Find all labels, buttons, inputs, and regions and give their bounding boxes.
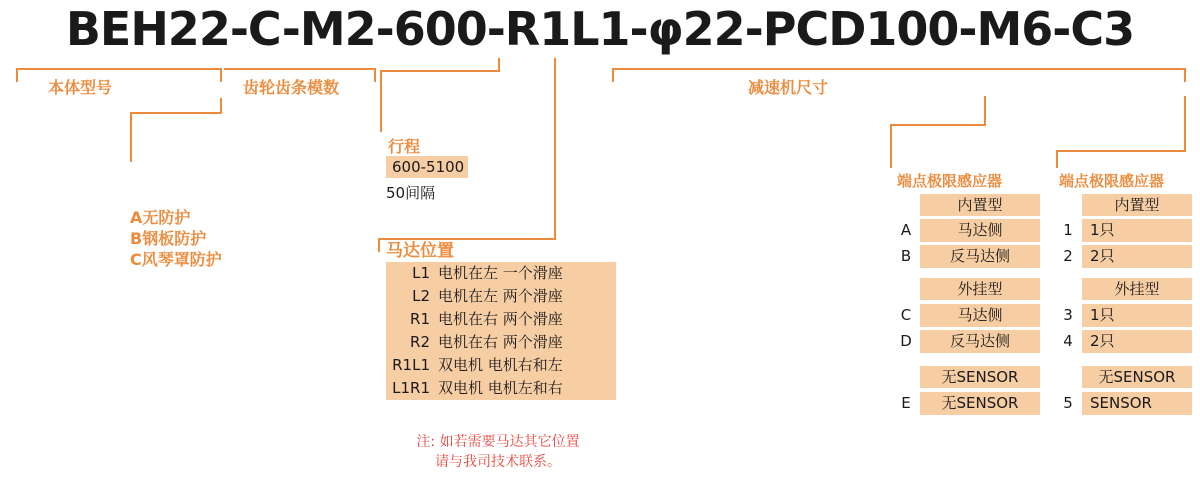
motor-row-code: R1L1 [392,356,430,374]
connector-line [890,124,986,126]
connector-line [130,112,222,114]
motor-row-desc: 双电机 电机左和右 [438,379,563,397]
body-model-option: A无防护 [130,208,191,227]
motor-note-line2: 请与我司技术联系。 [435,454,561,470]
sensor-right-section-header: 外挂型 [1082,278,1192,300]
connector-line [1056,150,1186,152]
connector-line [374,68,376,82]
sensor-right-row-code: 3 [1063,306,1073,324]
connector-line [378,238,380,252]
motor-row-desc: 电机在左 一个滑座 [438,264,563,282]
label-body-model: 本体型号 [48,78,113,97]
motor-row-code: R1 [410,310,430,328]
connector-line [612,68,614,82]
connector-line [380,70,382,132]
sensor-right-row-code: 2 [1063,247,1073,265]
motor-row-code: L2 [412,287,430,305]
motor-note-line1: 注: 如若需要马达其它位置 [416,434,580,450]
sensor-left-row-code: A [900,221,912,239]
connector-line [890,124,892,168]
motor-row-desc: 双电机 电机右和左 [438,356,563,374]
sensor-right-row-desc: 2只 [1090,247,1115,265]
sensor-right-row-desc: 1只 [1090,306,1115,324]
sensor-left-row-code: C [900,306,912,324]
body-model-option: B钢板防护 [130,229,207,248]
sensor-left-row-desc: 反马达侧 [949,247,1010,265]
motor-row-desc: 电机在左 两个滑座 [438,287,563,305]
connector-line [1184,96,1186,152]
connector-line [380,70,500,72]
sensor-left-row-desc: 马达侧 [957,221,1003,239]
label-gear-rack-module: 齿轮齿条模数 [243,78,340,97]
sensor-right-row-code: 5 [1063,394,1073,412]
sensor-right-section-header: 无SENSOR [1082,366,1192,388]
sensor-left-row-desc: 无SENSOR [941,394,1019,412]
stroke-range-chip: 600-5100 [386,156,468,178]
connector-line [1056,150,1058,168]
connector-line [130,112,132,162]
connector-line [1184,68,1186,82]
connector-line [220,68,222,82]
label-motor-position: 马达位置 [386,241,454,261]
sensor-left-section-header: 无SENSOR [920,366,1040,388]
sensor-right-row-desc: SENSOR [1090,394,1152,412]
motor-row-code: L1R1 [392,379,430,397]
motor-row-code: L1 [412,264,430,282]
motor-row-desc: 电机在右 两个滑座 [438,333,563,351]
sensor-left-row-code: B [900,247,912,265]
label-stroke: 行程 [388,137,421,156]
connector-line [224,68,376,70]
sensor-left-section-header: 外挂型 [920,278,1040,300]
connector-line [984,96,986,126]
sensor-left-row-desc: 马达侧 [957,306,1003,324]
body-model-option: C风琴罩防护 [130,250,222,269]
connector-line [16,68,18,82]
sensor-right-row-code: 1 [1063,221,1073,239]
label-reducer-size: 减速机尺寸 [748,78,829,97]
label-sensor-right: 端点极限感应器 [1059,172,1165,190]
connector-line [612,68,1186,70]
label-sensor-left: 端点极限感应器 [897,172,1003,190]
motor-row-code: R2 [410,333,430,351]
page-title: BEH22-C-M2-600-R1L1-φ22-PCD100-M6-C3 [65,2,1135,56]
sensor-right-row-code: 4 [1063,332,1073,350]
connector-line [498,58,500,72]
sensor-left-row-desc: 反马达侧 [949,332,1010,350]
sensor-left-row-code: D [900,332,912,350]
connector-line [554,58,556,238]
sensor-right-section-header: 内置型 [1082,194,1192,216]
stroke-interval: 50间隔 [386,184,436,202]
sensor-right-row-desc: 2只 [1090,332,1115,350]
sensor-left-section-header: 内置型 [920,194,1040,216]
connector-line [16,68,222,70]
connector-line [220,98,222,112]
sensor-right-row-desc: 1只 [1090,221,1115,239]
sensor-left-row-code: E [901,394,911,412]
motor-row-desc: 电机在右 两个滑座 [438,310,563,328]
